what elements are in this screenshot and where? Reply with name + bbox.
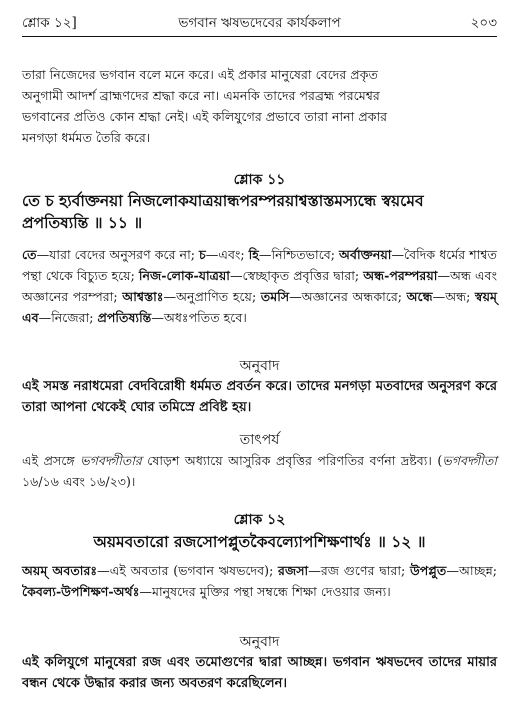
synonym-meaning: —মানুষদের মুক্তির পন্থা সম্বন্ধে শিক্ষা দেওয়ার জন্য। bbox=[139, 584, 391, 599]
synonym-word: তে bbox=[22, 247, 37, 262]
header-rule bbox=[22, 36, 497, 37]
synonym-meaning: —অনুপ্রাণিত হয়ে; bbox=[163, 289, 261, 304]
synonym-meaning: —অন্ধ; bbox=[432, 289, 475, 304]
synonym-meaning: —আচ্ছন্ন; bbox=[446, 563, 497, 578]
purport-book-title: ভগবদ্গীতার bbox=[80, 453, 142, 468]
verse-11-synonyms bbox=[22, 244, 497, 328]
synonym-meaning: —যারা বেদের অনুসরণ করে না; bbox=[36, 247, 199, 262]
synonym-word: প্রপতিষ্যন্তি bbox=[97, 310, 152, 325]
intro-line: তারা নিজেদের ভগবান বলে মনে করে। এই প্রকার মানুষেরা বেদের প্রকৃত bbox=[22, 67, 378, 82]
synonym-word: কৈবল্য-উপশিক্ষণ-অর্থঃ bbox=[22, 584, 140, 599]
purport-text: এই প্রসঙ্গে bbox=[22, 453, 81, 468]
synonym-word: অন্ধে bbox=[406, 289, 433, 304]
verse-12-translation: এই কলিযুগে মানুষেরা রজ এবং তমোগুণের দ্বারা আচ্ছন্ন। ভগবান ঋষভদেব তাদের মায়ার বন্ধন থেকে উদ্ধার করার জন্য অবতরণ করেছিলেন। bbox=[22, 655, 497, 691]
synonym-word: চ bbox=[199, 247, 206, 262]
purport-text: ১৬/১৬ এবং ১৬/২৩)। bbox=[22, 474, 136, 489]
synonym-meaning: —বৈদিক ধর্মের শাশ্বত পন্থা থেকে বিচ্যুত হয়ে; bbox=[22, 247, 497, 283]
synonym-word: স্বয়ম্ এব bbox=[22, 289, 497, 325]
synonym-meaning: —অজ্ঞানের অন্ধকারে; bbox=[289, 289, 407, 304]
purport-text: ষোড়শ অধ্যায়ে আসুরিক প্রবৃত্তির পরিণতির বর্ণনা দ্রষ্টব্য। ( bbox=[141, 453, 443, 468]
synonym-word: আশ্বস্তাঃ bbox=[122, 289, 164, 304]
purport-book-title: ভগবদ্গীতা bbox=[442, 453, 497, 468]
synonym-meaning: —রজ গুণের দ্বারা; bbox=[308, 563, 410, 578]
synonym-meaning: —নিজেরা; bbox=[38, 310, 98, 325]
verse-12-number: শ্লোক ১২ bbox=[233, 512, 286, 528]
synonym-word: অয়ম্ অবতারঃ bbox=[22, 563, 98, 578]
synonym-word: অন্ধ-পরম্পরয়া bbox=[363, 268, 438, 283]
intro-line: ভগবানের প্রতিও কোন শ্রদ্ধা নেই। এই কলিযুগের প্রভাবে তারা নানা প্রকার bbox=[22, 109, 388, 124]
verse-11-text bbox=[22, 190, 497, 234]
synonym-word: রজসা bbox=[278, 563, 309, 578]
verse-11-purport-heading: তাৎপর্য bbox=[239, 432, 280, 448]
verse-line: প্রপতিষ্যন্তি ॥ ১১ ॥ bbox=[22, 213, 143, 232]
intro-paragraph bbox=[22, 64, 497, 148]
synonym-word: নিজ-লোক-যাত্রয়া bbox=[138, 268, 230, 283]
intro-line: মনগড়া ধর্মমত তৈরি করে। bbox=[22, 130, 151, 145]
synonym-meaning: —নিশ্চিতভাবে; bbox=[258, 247, 340, 262]
synonym-meaning: —এই অবতার (ভগবান ঋষভদেব); bbox=[97, 563, 279, 578]
synonym-meaning: —এবং; bbox=[205, 247, 249, 262]
verse-12-synonyms bbox=[22, 560, 497, 602]
page-number: ২০৩ bbox=[470, 15, 497, 31]
verse-12-translation-heading: অনুবাদ bbox=[239, 634, 280, 650]
synonym-meaning: —অন্ধ এবং অজ্ঞানের পরম্পরা; bbox=[22, 268, 497, 304]
synonym-word: হি bbox=[248, 247, 259, 262]
synonym-word: অর্বাক্তনয়া bbox=[339, 247, 392, 262]
synonym-word: তমসি bbox=[260, 289, 290, 304]
intro-line: অনুগামী আদর্শ ব্রাহ্মণদের শ্রদ্ধা করে না। এমনকি তাদের পরব্রহ্ম পরমেশ্বর bbox=[22, 88, 380, 103]
verse-11-number: শ্লোক ১১ bbox=[233, 172, 286, 188]
running-header bbox=[22, 12, 497, 36]
synonym-meaning: —স্বেচ্ছাকৃত প্রবৃত্তির দ্বারা; bbox=[229, 268, 364, 283]
verse-11-translation: এই সমস্ত নরাধমেরা বেদবিরোধী ধর্মমত প্রবর্তন করে। তাদের মনগড়া মতবাদের অনুসরণ করে তারা আপনা থেকেই ঘোর তমিস্রে প্রবিষ্ট হয়। bbox=[22, 379, 497, 415]
header-verse-ref: শ্লোক ১২] bbox=[22, 15, 77, 31]
verse-line: তে চ হ্যর্বাক্তনয়া নিজলোকযাত্রয়ান্ধপরম্পরয়াশ্বস্তাস্তমস্যন্ধে স্বয়মেব bbox=[22, 191, 424, 210]
header-chapter-title: ভগবান ঋষভদেবের কার্যকলাপ bbox=[178, 15, 341, 31]
synonym-word: উপপ্লুত bbox=[409, 563, 447, 578]
verse-12-text: অয়মবতারো রজসোপপ্লুতকৈবল্যোপশিক্ষণার্থঃ ॥ ১২ ॥ bbox=[93, 532, 426, 551]
verse-11-purport bbox=[22, 450, 497, 492]
synonym-meaning: —অধঃপতিত হবে। bbox=[151, 310, 247, 325]
verse-11-translation-heading: অনুবাদ bbox=[239, 358, 280, 374]
